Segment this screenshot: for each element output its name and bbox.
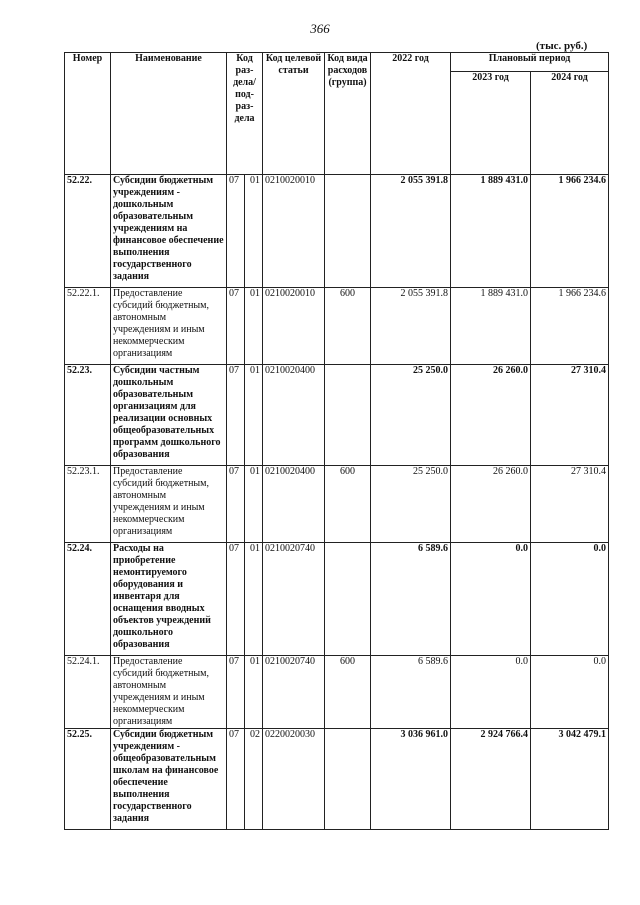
row-amount-2024: 27 310.4 [531,466,609,543]
row-number: 52.23.1. [65,466,111,543]
row-amount-2024: 0.0 [531,543,609,656]
row-subsection: 01 [245,466,263,543]
row-section: 07 [227,543,245,656]
row-csr: 0210020400 [263,365,325,466]
row-section: 07 [227,288,245,365]
table-row [65,175,609,288]
row-section: 07 [227,175,245,288]
row-section: 07 [227,365,245,466]
row-number: 52.22. [65,175,111,288]
header-2024: 2024 год [531,72,609,175]
row-amount-2024: 0.0 [531,656,609,729]
row-amount-2023: 0.0 [451,543,531,656]
row-amount-2023: 1 889 431.0 [451,175,531,288]
row-amount-2024: 1 966 234.6 [531,288,609,365]
budget-table [64,52,609,830]
table-row [65,288,609,365]
row-expense-type: 600 [325,288,371,365]
row-expense-type [325,175,371,288]
row-subsection: 01 [245,656,263,729]
row-amount-2024: 27 310.4 [531,365,609,466]
row-name: Предоставление субсидий бюджетным, автономным учреждениям и иным некоммерческим организациям [111,656,227,729]
row-amount-2024: 3 042 479.1 [531,729,609,830]
row-csr: 0210020740 [263,543,325,656]
row-expense-type [325,365,371,466]
row-amount-2023: 2 924 766.4 [451,729,531,830]
header-csr: Код целевой статьи [263,53,325,175]
row-expense-type [325,729,371,830]
row-subsection: 01 [245,288,263,365]
header-name: Наименование [111,53,227,175]
row-subsection: 01 [245,365,263,466]
row-name: Субсидии бюджетным учреждениям - общеобразовательным школам на финансовое обеспечение выполнения государственного задания [111,729,227,830]
row-amount-2022: 2 055 391.8 [371,288,451,365]
row-amount-2022: 6 589.6 [371,543,451,656]
row-name: Субсидии бюджетным учреждениям - дошкольным образовательным учреждениям на финансовое обеспечение выполнения государственного задания [111,175,227,288]
row-amount-2022: 3 036 961.0 [371,729,451,830]
row-csr: 0210020010 [263,175,325,288]
row-amount-2022: 25 250.0 [371,365,451,466]
row-number: 52.24.1. [65,656,111,729]
row-amount-2023: 26 260.0 [451,365,531,466]
row-name: Предоставление субсидий бюджетным, автономным учреждениям и иным некоммерческим организациям [111,288,227,365]
row-name: Субсидии частным дошкольным образовательным организациям для реализации основных общеобразовательных программ дошкольного образования [111,365,227,466]
row-amount-2023: 1 889 431.0 [451,288,531,365]
row-expense-type: 600 [325,466,371,543]
header-expense-type: Код вида расходов (группа) [325,53,371,175]
table-row [65,729,609,830]
row-section: 07 [227,656,245,729]
row-csr: 0210020010 [263,288,325,365]
row-amount-2023: 0.0 [451,656,531,729]
row-number: 52.23. [65,365,111,466]
header-plan-period: Плановый период [451,53,609,72]
row-expense-type: 600 [325,656,371,729]
units-label: (тыс. руб.) [536,40,588,52]
row-section: 07 [227,729,245,830]
row-section: 07 [227,466,245,543]
row-csr: 0220020030 [263,729,325,830]
row-number: 52.24. [65,543,111,656]
header-num: Номер [65,53,111,175]
header-section: Код раз-дела/ под-раз-дела [227,53,263,175]
row-number: 52.22.1. [65,288,111,365]
row-csr: 0210020400 [263,466,325,543]
row-amount-2022: 2 055 391.8 [371,175,451,288]
row-name: Предоставление субсидий бюджетным, автономным учреждениям и иным некоммерческим организациям [111,466,227,543]
row-subsection: 01 [245,175,263,288]
table-row [65,466,609,543]
row-number: 52.25. [65,729,111,830]
row-amount-2022: 6 589.6 [371,656,451,729]
row-name: Расходы на приобретение немонтируемого оборудования и инвентаря для оснащения вводных объектов учреждений дошкольного образования [111,543,227,656]
row-amount-2022: 25 250.0 [371,466,451,543]
row-subsection: 02 [245,729,263,830]
row-amount-2023: 26 260.0 [451,466,531,543]
row-amount-2024: 1 966 234.6 [531,175,609,288]
header-row [65,53,609,72]
page-number: 366 [310,21,330,36]
row-subsection: 01 [245,543,263,656]
header-2023: 2023 год [451,72,531,175]
table-row [65,365,609,466]
row-expense-type [325,543,371,656]
table-row [65,656,609,729]
header-2022: 2022 год [371,53,451,175]
row-csr: 0210020740 [263,656,325,729]
table-row [65,543,609,656]
